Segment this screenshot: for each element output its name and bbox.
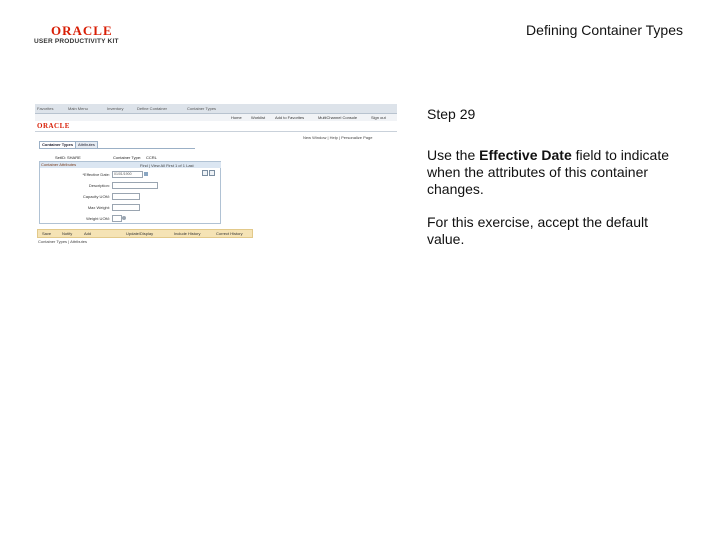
instruction-paragraph-1	[427, 147, 687, 198]
p1-bold-field-name: Effective Date	[479, 147, 572, 163]
row-navigation[interactable]: Find | View All First 1 of 1 Last	[140, 163, 194, 168]
toolbar	[37, 229, 253, 238]
nav-main-menu[interactable]: Main Menu	[68, 106, 88, 111]
tab-underline	[39, 148, 195, 149]
add-button[interactable]: Add	[84, 231, 92, 236]
container-type-label: Container Type:	[113, 155, 142, 160]
description-label: Description:	[88, 183, 110, 188]
link-sign-out[interactable]: Sign out	[371, 115, 386, 120]
add-row-icon[interactable]	[202, 170, 208, 176]
effective-date-field[interactable]: 01/01/1900	[112, 171, 143, 178]
include-history-button[interactable]: Include History	[174, 231, 201, 236]
calendar-icon[interactable]	[144, 172, 148, 176]
link-add-to-favorites[interactable]: Add to Favorites	[275, 115, 305, 120]
max-weight-label: Max Weight:	[87, 205, 110, 210]
tab-attributes[interactable]: Attributes	[75, 141, 98, 148]
effective-date-label: *Effective Date:	[82, 172, 110, 177]
panel-title: Container Attributes	[40, 162, 221, 168]
nav-favorites[interactable]: Favorites	[37, 106, 54, 111]
max-weight-field[interactable]	[112, 204, 140, 211]
update-display-button[interactable]: Update/Display	[126, 231, 154, 236]
p1-pre: Use the	[427, 147, 480, 163]
logo-wordmark: ORACLE	[51, 23, 113, 38]
p1-post: field to indicate when the attributes of this container changes.	[427, 147, 670, 197]
notify-button[interactable]: Notify	[62, 231, 73, 236]
universal-links-bar	[35, 114, 397, 121]
link-home[interactable]: Home	[231, 115, 242, 120]
instruction-paragraph-2: For this exercise, accept the default value.	[427, 214, 648, 247]
link-multichannel[interactable]: MultiChannel Console	[318, 115, 358, 120]
application-screenshot	[35, 104, 397, 250]
link-worklist[interactable]: Worklist	[251, 115, 266, 120]
container-type-value: CCRL	[146, 155, 157, 160]
nav-define-container[interactable]: Define Container	[137, 106, 168, 111]
footer-links[interactable]: Container Types | Attributes	[38, 239, 87, 244]
capacity-uom-label: Capacity UOM:	[82, 194, 110, 199]
lookup-icon[interactable]	[122, 216, 126, 220]
breadcrumb-bar	[35, 104, 397, 114]
oracle-upk-logo	[34, 23, 134, 49]
page-links[interactable]: New Window | Help | Personalize Page	[303, 135, 373, 140]
weight-uom-label: Weight UOM:	[86, 216, 110, 221]
logo-subtext: USER PRODUCTIVITY KIT	[34, 38, 119, 45]
delete-row-icon[interactable]	[209, 170, 215, 176]
container-attributes-panel	[39, 161, 221, 224]
weight-uom-field[interactable]	[112, 215, 122, 222]
capacity-uom-field[interactable]	[112, 193, 140, 200]
description-field[interactable]	[112, 182, 158, 189]
instruction-text	[427, 106, 687, 264]
nav-inventory[interactable]: Inventory	[107, 106, 124, 111]
step-number: Step 29	[427, 106, 476, 122]
nav-container-types[interactable]: Container Types	[187, 106, 217, 111]
setid-label: SetID:	[55, 155, 67, 160]
app-brand: ORACLE	[37, 122, 70, 130]
divider	[35, 131, 397, 132]
save-button[interactable]: Save	[42, 231, 52, 236]
slide-title: Defining Container Types	[526, 22, 683, 38]
tab-container-types[interactable]: Container Types	[39, 141, 76, 148]
setid-value: SHARE	[67, 155, 81, 160]
correct-history-button[interactable]: Correct History	[216, 231, 243, 236]
